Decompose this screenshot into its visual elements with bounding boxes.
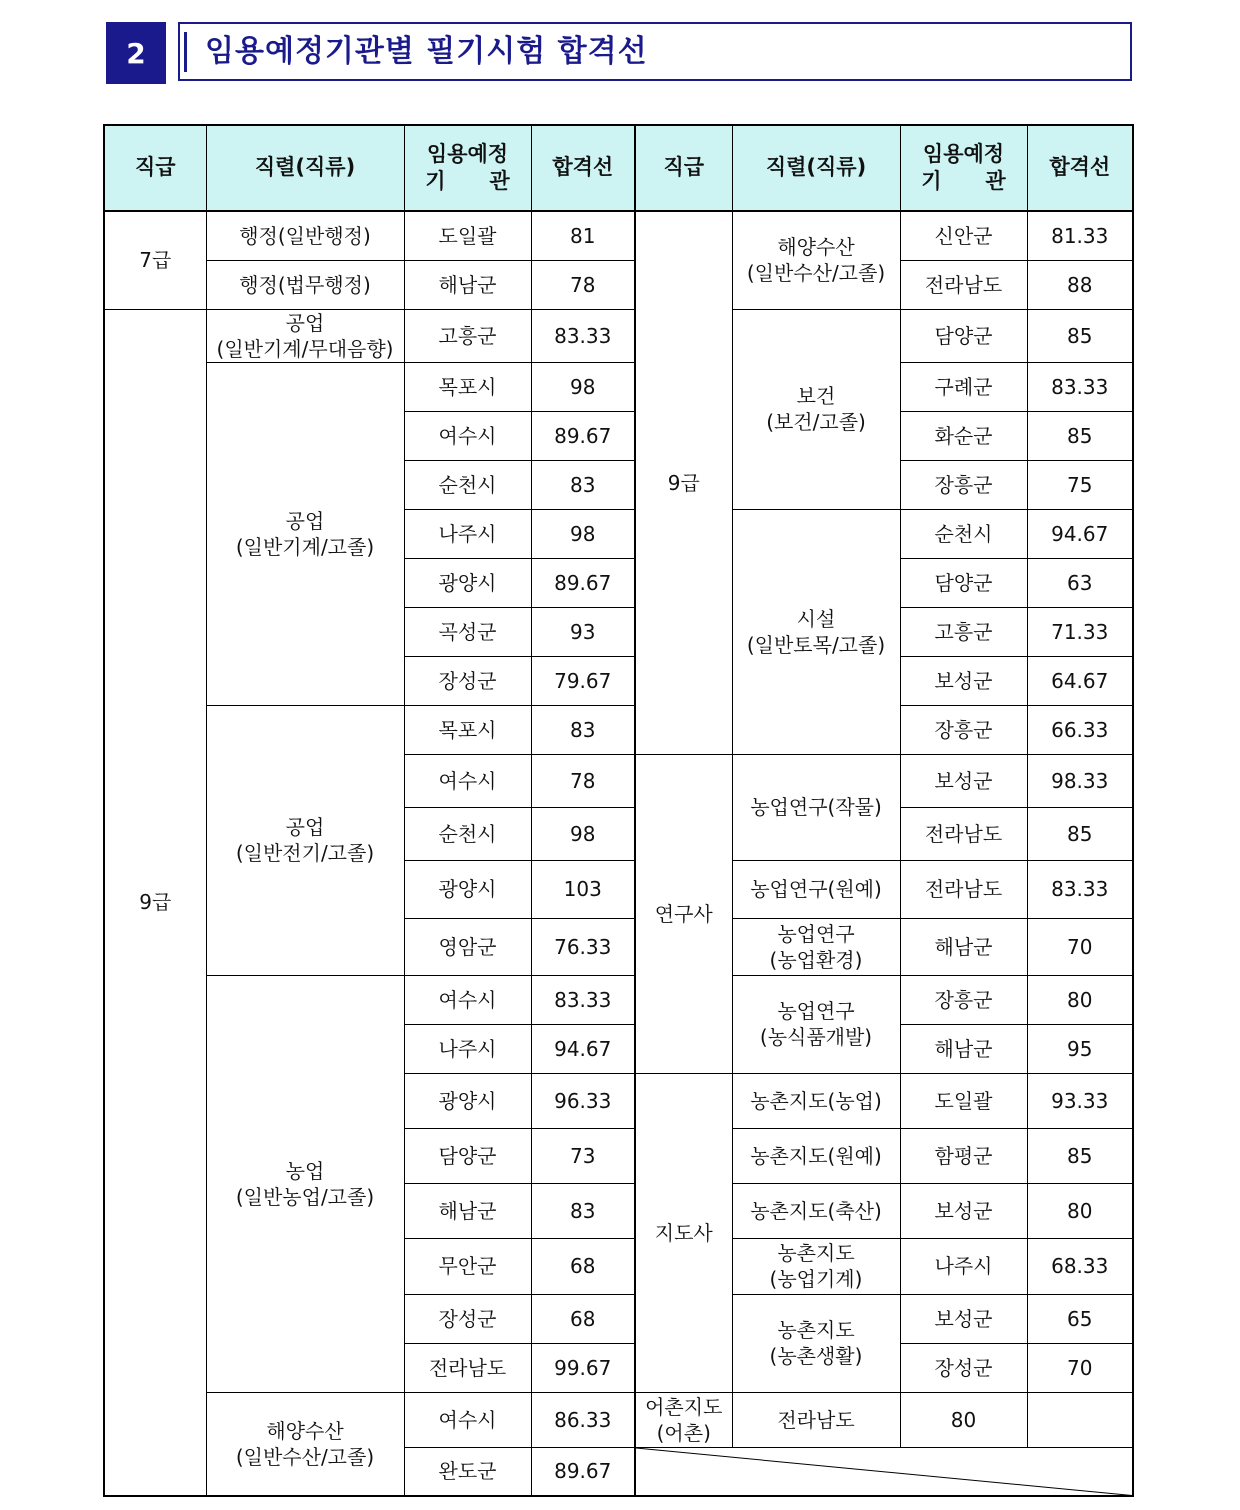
series-cell bbox=[206, 975, 404, 1392]
score-cell: 98 bbox=[531, 362, 635, 411]
series-line: (농업환경) bbox=[769, 947, 863, 972]
score-cell: 79.67 bbox=[531, 656, 635, 705]
table-row bbox=[104, 705, 1133, 754]
table-row bbox=[104, 309, 1133, 362]
score-cell: 83 bbox=[531, 460, 635, 509]
agency-cell: 장흥군 bbox=[900, 705, 1027, 754]
agency-cell: 장성군 bbox=[900, 1343, 1027, 1392]
header-series: 직렬(직류) bbox=[206, 125, 404, 211]
agency-cell: 무안군 bbox=[404, 1238, 531, 1294]
score-cell: 83.33 bbox=[531, 975, 635, 1024]
grade-cell: 9급 bbox=[635, 211, 732, 754]
agency-cell: 여수시 bbox=[404, 411, 531, 460]
agency-cell: 광양시 bbox=[404, 558, 531, 607]
series-line: 농촌지도 bbox=[777, 1241, 855, 1265]
score-cell: 83 bbox=[531, 705, 635, 754]
series-line: (농식품개발) bbox=[759, 1025, 873, 1049]
agency-cell: 도일괄 bbox=[900, 1073, 1027, 1128]
agency-cell: 여수시 bbox=[404, 754, 531, 807]
header-series-right: 직렬(직류) bbox=[732, 125, 900, 211]
series-line: (일반전기/고졸) bbox=[235, 841, 375, 865]
series-cell bbox=[206, 309, 404, 362]
series-line: (일반농업/고졸) bbox=[235, 1184, 375, 1209]
agency-cell: 장흥군 bbox=[900, 975, 1027, 1024]
agency-cell: 전라남도 bbox=[900, 807, 1027, 860]
score-cell: 95 bbox=[1027, 1024, 1133, 1073]
score-cell: 89.67 bbox=[531, 1447, 635, 1496]
series-line: 해양수산 bbox=[266, 1418, 344, 1443]
score-cell: 93.33 bbox=[1027, 1073, 1133, 1128]
score-cell: 83 bbox=[531, 1183, 635, 1238]
agency-cell: 영암군 bbox=[404, 918, 531, 975]
section-title-box bbox=[178, 22, 1132, 81]
agency-cell: 고흥군 bbox=[404, 309, 531, 362]
agency-cell: 보성군 bbox=[900, 1294, 1027, 1343]
agency-cell: 곡성군 bbox=[404, 607, 531, 656]
table-row bbox=[104, 1392, 1133, 1447]
agency-cell: 담양군 bbox=[900, 558, 1027, 607]
score-cell: 85 bbox=[1027, 309, 1133, 362]
header-grade: 직급 bbox=[104, 125, 206, 211]
score-cell: 83.33 bbox=[531, 309, 635, 362]
table-row bbox=[104, 211, 1133, 260]
score-cell: 98.33 bbox=[1027, 754, 1133, 807]
agency-cell: 나주시 bbox=[404, 509, 531, 558]
agency-cell: 담양군 bbox=[404, 1128, 531, 1183]
agency-cell: 구례군 bbox=[900, 362, 1027, 411]
header-agency-right bbox=[900, 125, 1027, 211]
header-agency-line1: 임용예정 bbox=[922, 141, 1005, 166]
score-cell: 89.67 bbox=[531, 558, 635, 607]
series-line: (농촌생활) bbox=[769, 1344, 863, 1368]
diagonal-line bbox=[636, 1448, 1132, 1496]
agency-cell: 여수시 bbox=[404, 975, 531, 1024]
series-cell: 농촌지도(원예) bbox=[732, 1128, 900, 1183]
header-cutoff: 합격선 bbox=[531, 125, 635, 211]
score-cell: 96.33 bbox=[531, 1073, 635, 1128]
agency-cell: 전라남도 bbox=[404, 1343, 531, 1392]
score-cell: 63 bbox=[1027, 558, 1133, 607]
header-row bbox=[104, 125, 1133, 211]
score-cell: 73 bbox=[531, 1128, 635, 1183]
series-line: (일반토목/고졸) bbox=[746, 632, 886, 657]
score-cell: 65 bbox=[1027, 1294, 1133, 1343]
agency-cell: 목포시 bbox=[404, 362, 531, 411]
series-line: (일반수산/고졸) bbox=[746, 261, 886, 286]
series-line: (일반기계/무대음향) bbox=[216, 336, 394, 361]
agency-cell: 나주시 bbox=[404, 1024, 531, 1073]
header-grade-right: 직급 bbox=[635, 125, 732, 211]
series-cell bbox=[732, 918, 900, 975]
header-agency-line1: 임용예정 bbox=[426, 141, 509, 166]
score-cell: 70 bbox=[1027, 1343, 1133, 1392]
series-line: 농업 bbox=[285, 1158, 325, 1183]
agency-cell: 목포시 bbox=[404, 705, 531, 754]
series-cell: 농업연구(원예) bbox=[732, 860, 900, 918]
agency-cell: 광양시 bbox=[404, 1073, 531, 1128]
agency-cell: 장성군 bbox=[404, 656, 531, 705]
series-line: 공업 bbox=[285, 815, 325, 839]
series-cell bbox=[206, 362, 404, 705]
header-cutoff-right: 합격선 bbox=[1027, 125, 1133, 211]
agency-cell: 순천시 bbox=[404, 460, 531, 509]
series-line: 해양수산 bbox=[777, 235, 855, 260]
series-cell: 농촌지도(축산) bbox=[732, 1183, 900, 1238]
header-agency-line2: 기 관 bbox=[425, 169, 510, 193]
series-cell: 농촌지도(농업) bbox=[732, 1073, 900, 1128]
agency-cell: 신안군 bbox=[900, 211, 1027, 260]
series-line: (일반기계/고졸) bbox=[235, 534, 375, 559]
series-cell bbox=[732, 1238, 900, 1294]
score-cell: 71.33 bbox=[1027, 607, 1133, 656]
score-cell: 81 bbox=[531, 211, 635, 260]
table-row bbox=[104, 362, 1133, 411]
score-cell: 81.33 bbox=[1027, 211, 1133, 260]
agency-cell: 담양군 bbox=[900, 309, 1027, 362]
score-cell: 80 bbox=[900, 1392, 1027, 1447]
series-line: 시설 bbox=[796, 606, 836, 631]
score-cell: 86.33 bbox=[531, 1392, 635, 1447]
agency-cell: 보성군 bbox=[900, 754, 1027, 807]
score-cell: 83.33 bbox=[1027, 860, 1133, 918]
score-cell: 80 bbox=[1027, 975, 1133, 1024]
agency-cell: 화순군 bbox=[900, 411, 1027, 460]
agency-cell: 나주시 bbox=[900, 1238, 1027, 1294]
score-cell: 88 bbox=[1027, 260, 1133, 309]
agency-cell: 순천시 bbox=[404, 807, 531, 860]
agency-cell: 해남군 bbox=[900, 918, 1027, 975]
series-line: (일반수산/고졸) bbox=[235, 1444, 375, 1469]
score-cell: 68 bbox=[531, 1294, 635, 1343]
agency-cell: 광양시 bbox=[404, 860, 531, 918]
score-cell: 78 bbox=[531, 754, 635, 807]
agency-cell: 전라남도 bbox=[900, 860, 1027, 918]
agency-cell: 전라남도 bbox=[900, 260, 1027, 309]
series-line: 공업 bbox=[285, 508, 325, 533]
series-cell bbox=[206, 1392, 404, 1496]
series-cell bbox=[732, 1294, 900, 1392]
score-cell: 68.33 bbox=[1027, 1238, 1133, 1294]
score-cell: 98 bbox=[531, 807, 635, 860]
series-line: (농업기계) bbox=[769, 1267, 863, 1291]
score-cell: 89.67 bbox=[531, 411, 635, 460]
table-row bbox=[104, 975, 1133, 1024]
score-cell: 103 bbox=[531, 860, 635, 918]
series-line: 농업연구 bbox=[777, 921, 855, 946]
series-cell bbox=[732, 975, 900, 1073]
score-cell: 85 bbox=[1027, 1128, 1133, 1183]
empty-diagonal-cell bbox=[635, 1447, 1133, 1496]
agency-cell: 고흥군 bbox=[900, 607, 1027, 656]
series-line: (보건/고졸) bbox=[766, 410, 866, 434]
score-cell: 68 bbox=[531, 1238, 635, 1294]
series-cell bbox=[206, 705, 404, 975]
header-agency bbox=[404, 125, 531, 211]
series-line: 농업연구 bbox=[777, 999, 855, 1023]
series-line: 공업 bbox=[285, 310, 325, 335]
series-line: 농촌지도 bbox=[777, 1318, 855, 1342]
agency-cell: 도일괄 bbox=[404, 211, 531, 260]
score-cell: 85 bbox=[1027, 807, 1133, 860]
agency-cell: 해남군 bbox=[404, 1183, 531, 1238]
series-cell: 행정(법무행정) bbox=[206, 260, 404, 309]
series-cell bbox=[732, 309, 900, 509]
agency-cell: 장성군 bbox=[404, 1294, 531, 1343]
series-cell: 농업연구(작물) bbox=[732, 754, 900, 860]
agency-cell: 장흥군 bbox=[900, 460, 1027, 509]
series-cell: 행정(일반행정) bbox=[206, 211, 404, 260]
cutoff-table bbox=[103, 124, 1134, 1497]
score-cell: 93 bbox=[531, 607, 635, 656]
score-cell: 94.67 bbox=[1027, 509, 1133, 558]
score-cell: 64.67 bbox=[1027, 656, 1133, 705]
grade-cell: 연구사 bbox=[635, 754, 732, 1073]
score-cell: 66.33 bbox=[1027, 705, 1133, 754]
agency-cell: 보성군 bbox=[900, 656, 1027, 705]
agency-cell: 보성군 bbox=[900, 1183, 1027, 1238]
grade-cell: 지도사 bbox=[635, 1073, 732, 1392]
series-cell bbox=[732, 211, 900, 309]
series-cell: 어촌지도(어촌) bbox=[635, 1392, 732, 1447]
score-cell: 99.67 bbox=[531, 1343, 635, 1392]
series-cell bbox=[732, 509, 900, 754]
agency-cell: 완도군 bbox=[404, 1447, 531, 1496]
header-agency-line2: 기 관 bbox=[921, 169, 1006, 193]
score-cell: 80 bbox=[1027, 1183, 1133, 1238]
score-cell: 75 bbox=[1027, 460, 1133, 509]
score-cell: 70 bbox=[1027, 918, 1133, 975]
agency-cell: 순천시 bbox=[900, 509, 1027, 558]
score-cell: 98 bbox=[531, 509, 635, 558]
score-cell: 83.33 bbox=[1027, 362, 1133, 411]
agency-cell: 함평군 bbox=[900, 1128, 1027, 1183]
agency-cell: 전라남도 bbox=[732, 1392, 900, 1447]
table-row bbox=[104, 260, 1133, 309]
agency-cell: 해남군 bbox=[900, 1024, 1027, 1073]
score-cell: 94.67 bbox=[531, 1024, 635, 1073]
grade-cell: 9급 bbox=[104, 309, 206, 1496]
grade-cell: 7급 bbox=[104, 211, 206, 309]
section-title: 임용예정기관별 필기시험 합격선 bbox=[184, 32, 648, 72]
score-cell: 78 bbox=[531, 260, 635, 309]
score-cell: 76.33 bbox=[531, 918, 635, 975]
section-number-badge: 2 bbox=[106, 22, 166, 84]
agency-cell: 여수시 bbox=[404, 1392, 531, 1447]
score-cell: 85 bbox=[1027, 411, 1133, 460]
series-line: 보건 bbox=[796, 384, 836, 408]
agency-cell: 해남군 bbox=[404, 260, 531, 309]
